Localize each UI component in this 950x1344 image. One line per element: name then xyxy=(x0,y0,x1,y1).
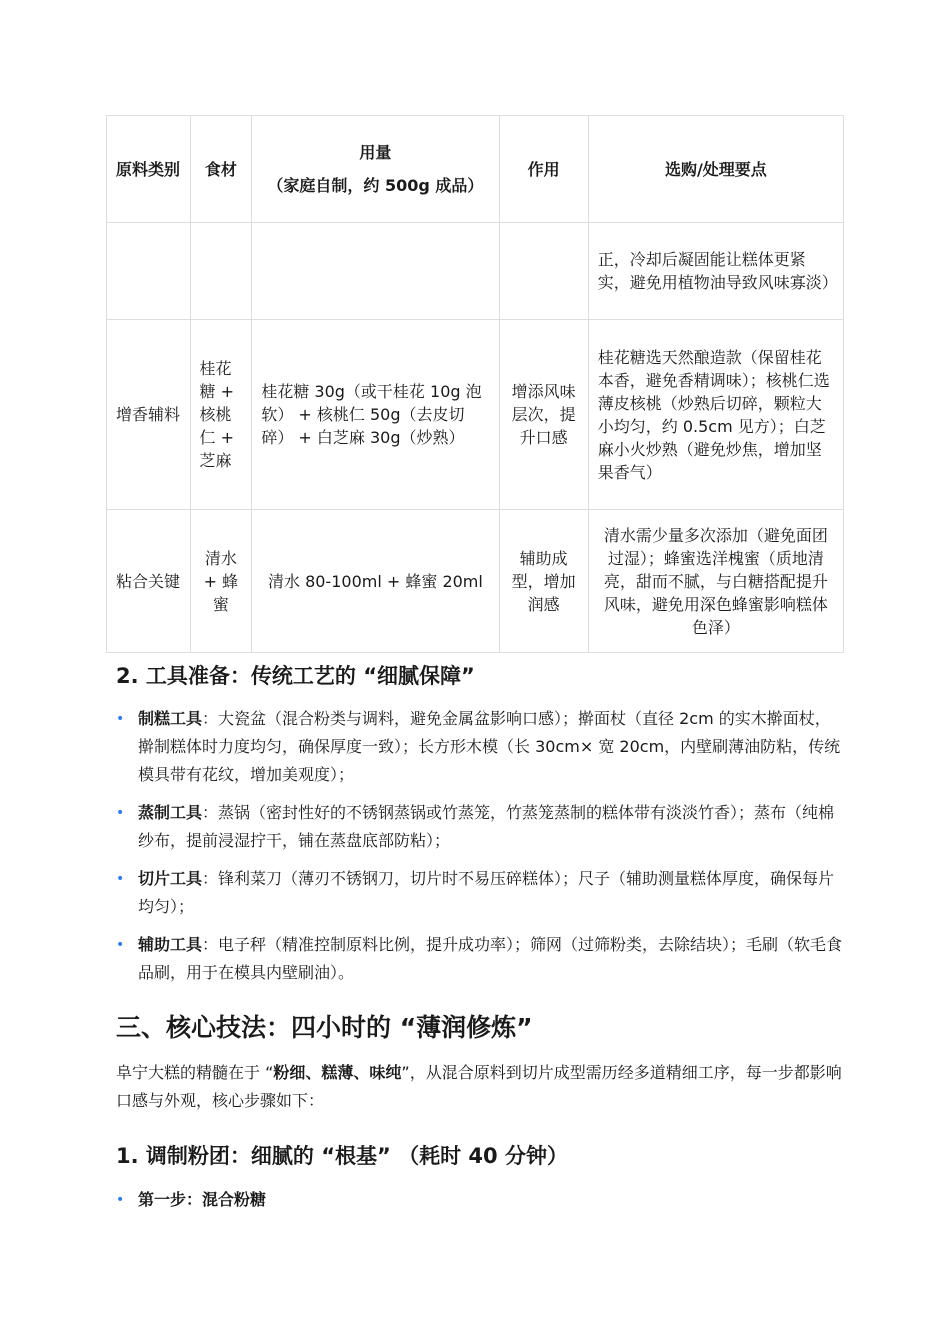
header-ingredient: 食材 xyxy=(190,116,252,223)
item-label: 第一步：混合粉糖 xyxy=(138,1190,267,1209)
cell-ingredient: 桂花糖 + 核桃仁 + 芝麻 xyxy=(190,320,252,510)
core-heading: 三、核心技法：四小时的 “薄润修炼” xyxy=(116,1013,533,1042)
dough-list xyxy=(116,1186,844,1214)
cell-category: 粘合关键 xyxy=(107,510,191,653)
item-text: ：锋利菜刀（薄刃不锈钢刀，切片时不易压碎糕体）；尺子（辅助测量糕体厚度，确保每片均匀）； xyxy=(138,869,835,916)
bullet-icon: • xyxy=(116,937,125,953)
cell-ingredient: 清水 + 蜂蜜 xyxy=(190,510,252,653)
cell-ingredient xyxy=(190,223,252,320)
header-category: 原料类别 xyxy=(107,116,191,223)
cell-function: 辅助成型，增加润感 xyxy=(499,510,588,653)
header-function: 作用 xyxy=(499,116,588,223)
table-row xyxy=(107,223,844,320)
list-item xyxy=(116,705,844,789)
table-row xyxy=(107,510,844,653)
header-amount-title: 用量 xyxy=(359,143,392,162)
item-text: ：蒸锅（密封性好的不锈钢蒸锅或竹蒸笼，竹蒸笼蒸制的糕体带有淡淡竹香）；蒸布（纯棉纱布，提前浸湿拧干，铺在蒸盘底部防粘）； xyxy=(138,803,835,850)
intro-bold: 粉细、糕薄、味纯 xyxy=(273,1063,402,1082)
item-label: 切片工具 xyxy=(138,869,203,888)
item-text: ：电子秤（精准控制原料比例，提升成功率）；筛网（过筛粉类，去除结块）；毛刷（软毛食品刷，用于在模具内壁刷油）。 xyxy=(138,935,843,982)
bullet-icon: • xyxy=(116,711,125,727)
item-label: 蒸制工具 xyxy=(138,803,203,822)
cell-category xyxy=(107,223,191,320)
core-intro xyxy=(116,1059,844,1115)
ingredients-table xyxy=(106,115,844,653)
intro-after: ”，从混合原料到切片成型需历经多道精细工序，每一步都影响口感与外观，核心步骤如下： xyxy=(116,1063,842,1110)
bullet-icon: • xyxy=(116,805,125,821)
list-item xyxy=(116,799,844,855)
bullet-icon: • xyxy=(116,871,125,887)
item-label: 制糕工具 xyxy=(138,709,203,728)
cell-function xyxy=(499,223,588,320)
list-item xyxy=(116,1186,844,1214)
intro-before: 阜宁大糕的精髓在于 “ xyxy=(116,1063,274,1082)
table-header-row xyxy=(107,116,844,223)
cell-amount: 桂花糖 30g（或干桂花 10g 泡软） + 核桃仁 50g（去皮切碎） + 白芝麻 30g（炒熟） xyxy=(252,320,499,510)
list-item xyxy=(116,931,844,987)
bullet-icon: • xyxy=(116,1192,125,1208)
cell-tips: 清水需少量多次添加（避免面团过湿）；蜂蜜选洋槐蜜（质地清亮，甜而不腻，与白糖搭配提升风味，避免用深色蜂蜜影响糕体色泽） xyxy=(588,510,843,653)
dough-heading: 1. 调制粉团：细腻的 “根基” （耗时 40 分钟） xyxy=(116,1144,568,1168)
cell-tips: 桂花糖选天然酿造款（保留桂花本香，避免香精调味）；核桃仁选薄皮核桃（炒熟后切碎，颗粒大小均匀，约 0.5cm 见方）；白芝麻小火炒熟（避免炒焦，增加坚果香气） xyxy=(588,320,843,510)
item-text: ：大瓷盆（混合粉类与调料，避免金属盆影响口感）；擀面杖（直径 2cm 的实木擀面杖，擀制糕体时力度均匀，确保厚度一致）；长方形木模（长 30cm× 宽 20cm，内壁刷薄油防粘，传统模具带有花纹，增加美观度）； xyxy=(138,709,841,784)
tools-list xyxy=(116,705,844,987)
list-item xyxy=(116,865,844,921)
cell-category: 增香辅料 xyxy=(107,320,191,510)
cell-tips: 正，冷却后凝固能让糕体更紧实，避免用植物油导致风味寡淡） xyxy=(588,223,843,320)
cell-amount: 清水 80-100ml + 蜂蜜 20ml xyxy=(252,510,499,653)
item-label: 辅助工具 xyxy=(138,935,203,954)
tools-heading: 2. 工具准备：传统工艺的 “细腻保障” xyxy=(116,664,475,688)
header-tips: 选购/处理要点 xyxy=(588,116,843,223)
cell-function: 增添风味层次，提升口感 xyxy=(499,320,588,510)
cell-amount xyxy=(252,223,499,320)
table-row xyxy=(107,320,844,510)
header-amount-note: （家庭自制，约 500g 成品） xyxy=(267,176,484,195)
header-amount xyxy=(252,116,499,223)
